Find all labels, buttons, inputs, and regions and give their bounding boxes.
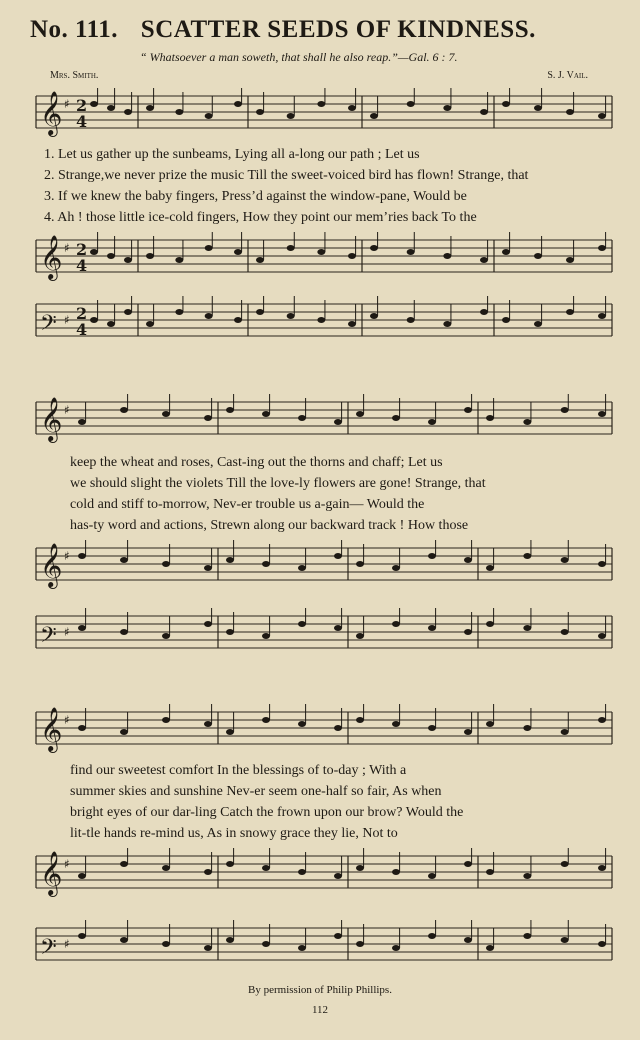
svg-text:♯: ♯ — [64, 937, 70, 951]
svg-text:𝄞: 𝄞 — [40, 235, 63, 279]
hymn-number: No. 111. — [30, 16, 119, 43]
svg-text:4: 4 — [76, 112, 88, 131]
lyric-line-3-3: bright eyes of our dar-ling Catch the frown upon our brow? Would the — [70, 805, 464, 820]
svg-text:𝄞: 𝄞 — [40, 851, 63, 895]
lyric-line-2-3: cold and stiff to-morrow, Nev-er trouble us a-gain— Would the — [70, 497, 425, 512]
svg-text:♯: ♯ — [64, 241, 70, 255]
composer-credit: S. J. Vail. — [547, 70, 588, 81]
lyric-line-2-2: we should slight the violets Till the love-ly flowers are gone! Strange, that — [70, 476, 486, 491]
treble-staff-system-2 — [0, 394, 640, 454]
lyric-line-3-1: find our sweetest comfort In the blessings of to-day ; With a — [70, 763, 407, 778]
lyric-line-2-4: has-ty word and actions, Strewn along our backward track ! How those — [70, 518, 469, 533]
lyric-line-3-4: lit-tle hands re-mind us, As in snowy grace they lie, Not to — [70, 826, 398, 841]
svg-text:2: 2 — [76, 96, 88, 115]
lyric-line-1-4: 4. Ah ! those little ice-cold fingers, How they point our mem’ries back To the — [44, 210, 477, 225]
svg-text:𝄢: 𝄢 — [40, 623, 57, 653]
scripture-quote: “ Whatsoever a man soweth, that shall he also reap.”—Gal. 6 : 7. — [140, 50, 458, 64]
svg-text:𝄞: 𝄞 — [40, 707, 63, 751]
svg-text:♯: ♯ — [64, 549, 70, 563]
bass-staff-system-1 — [0, 296, 640, 356]
lyric-line-1-2: 2. Strange,we never prize the music Till the sweet-voiced bird has flown! Strange, that — [44, 168, 529, 183]
svg-text:♯: ♯ — [64, 313, 70, 327]
svg-text:2: 2 — [76, 304, 88, 323]
svg-text:𝄢: 𝄢 — [40, 935, 57, 965]
svg-text:♯: ♯ — [64, 713, 70, 727]
lyric-line-2-1: keep the wheat and roses, Cast-ing out the thorns and chaff; Let us — [70, 455, 443, 470]
permission-note: By permission of Philip Phillips. — [248, 984, 392, 996]
page-number: 112 — [311, 1004, 329, 1016]
author-credit: Mrs. Smith. — [50, 70, 99, 81]
alto-staff-system-2 — [0, 540, 640, 600]
bass-staff-system-3 — [0, 920, 640, 980]
bass-staff-system-2 — [0, 608, 640, 668]
svg-text:𝄞: 𝄞 — [40, 91, 63, 135]
lyric-line-1-3: 3. If we knew the baby fingers, Press’d against the window-pane, Would be — [44, 189, 467, 204]
treble-staff-system-1 — [0, 88, 640, 148]
svg-text:4: 4 — [76, 320, 88, 339]
svg-text:♯: ♯ — [64, 857, 70, 871]
alto-staff-system-3 — [0, 848, 640, 908]
treble-staff-system-3 — [0, 704, 640, 764]
alto-staff-system-1 — [0, 232, 640, 292]
svg-text:𝄢: 𝄢 — [40, 311, 57, 341]
svg-text:𝄞: 𝄞 — [40, 543, 63, 587]
hymn-title: SCATTER SEEDS OF KINDNESS. — [140, 16, 536, 43]
svg-text:♯: ♯ — [64, 625, 70, 639]
svg-text:2: 2 — [76, 240, 88, 259]
hymn-heading — [30, 16, 630, 44]
svg-text:♯: ♯ — [64, 403, 70, 417]
svg-text:♯: ♯ — [64, 97, 70, 111]
lyric-line-1-1: 1. Let us gather up the sunbeams, Lying all a-long our path ; Let us — [44, 147, 420, 162]
svg-text:4: 4 — [76, 256, 88, 275]
lyric-line-3-2: summer skies and sunshine Nev-er seem one-half so fair, As when — [70, 784, 442, 799]
svg-text:𝄞: 𝄞 — [40, 397, 63, 441]
